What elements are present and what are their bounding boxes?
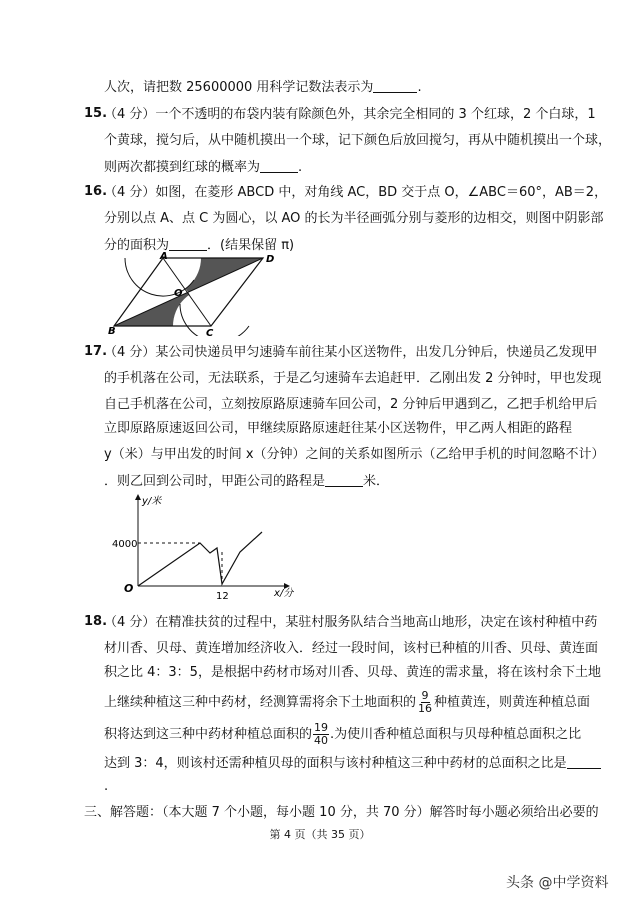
graph-line — [138, 532, 262, 586]
section-heading: 三、解答题：（本大题 7 个小题，每小题 10 分，共 70 分）解答时每小题必须给出必要的 — [84, 805, 599, 820]
text-line: 立即原路原速返回公司，甲继续原路原速赶往某小区送物件，甲乙两人相距的路程 — [104, 421, 573, 436]
y-tick-label: 4000 — [112, 539, 138, 550]
text-line: 达到 3：4，则该村还需种植贝母的面积与该村种植这三种中药材的总面积之比是 — [104, 754, 601, 773]
text-line: 分的面积为 ．(结果保留 π) — [104, 238, 295, 253]
text-line: ．则乙回到公司时，甲距公司的路程是 米． — [104, 474, 390, 489]
text-line: y（米）与甲出发的时间 x（分钟）之间的关系如图所示（乙给甲手机的时间忽略不计） — [104, 447, 605, 462]
label-a: A — [160, 251, 168, 262]
answer-blank — [169, 236, 207, 251]
text-line: 则两次都摸到红球的概率为 . — [104, 160, 303, 175]
text-line: 积之比 4：3：5，是根据中药材市场对川香、贝母、黄连的需求量，将在该村余下土地 — [104, 665, 601, 680]
text-line: 材川香、贝母、黄连增加经济收入．经过一段时间，该村已种植的川香、贝母、黄连面 — [104, 641, 599, 656]
text-line: 的手机落在公司，无法联系，于是乙匀速骑车去追赶甲．乙刚出发 2 分钟时，甲也发现 — [104, 371, 602, 386]
text-line: （4 分）在精准扶贫的过程中，某驻村服务队结合当地高山地形，决定在该村种植中药 — [104, 615, 598, 630]
fraction-9-16: $\frac{9}{16}$ — [418, 689, 433, 715]
label-o: O — [174, 288, 183, 299]
x-axis-label: x/分 — [274, 588, 294, 599]
x-tick-label: 12 — [216, 591, 229, 602]
y-axis-arrow — [135, 494, 141, 500]
text-line: 积将达到这三种中药材种植总面积的 $\frac{19}{40}$ .为使川香种植总面积与贝母种植总面积之比 — [104, 721, 582, 747]
text-line: 人次，请把数 25600000 用科学记数法表示为 . — [104, 80, 422, 95]
question-number: 18. — [84, 614, 108, 629]
answer-blank — [260, 158, 298, 173]
text-line: 个黄球，搅匀后，从中随机摸出一个球，记下颜色后放回搅匀，再从中随机摸出一个球， — [104, 133, 612, 148]
page-footer: 第 4 页（共 35 页） — [269, 828, 371, 841]
origin-label: O — [124, 582, 134, 595]
fraction-19-40: $\frac{19}{40}$ — [314, 721, 329, 747]
text-line: （4 分）如图，在菱形 ABCD 中，对角线 AC，BD 交于点 O，∠ABC＝60°，AB＝2， — [104, 185, 608, 200]
shaded-region — [114, 250, 263, 336]
rhombus-figure — [108, 250, 278, 336]
text-line: （4 分）一个不透明的布袋内装有除颜色外，其余完全相同的 3 个红球，2 个白球，1 — [104, 107, 596, 122]
question-number: 16. — [84, 184, 108, 199]
label-c: C — [206, 328, 214, 336]
distance-time-graph — [112, 492, 312, 604]
text-line: 分别以点 A、点 C 为圆心，以 AO 的长为半径画弧分别与菱形的边相交，则图中阴影部 — [104, 211, 604, 226]
question-number: 17. — [84, 344, 108, 359]
text-line: . — [104, 779, 109, 794]
answer-blank — [373, 78, 417, 93]
watermark: 头条 @中学资料 — [506, 875, 609, 891]
text-line: 自己手机落在公司，立刻按原路原速骑车回公司，2 分钟后甲遇到乙，乙把手机给甲后 — [104, 397, 598, 412]
answer-blank — [325, 472, 363, 487]
text-line: （4 分）某公司快递员甲匀速骑车前往某小区送物件，出发几分钟后，快递员乙发现甲 — [104, 345, 598, 360]
question-number: 15. — [84, 106, 108, 121]
label-b: B — [108, 326, 116, 336]
label-d: D — [266, 254, 275, 265]
answer-blank — [567, 754, 601, 769]
y-axis-label: y/米 — [142, 496, 162, 507]
text-line: 上继续种植这三种中药材，经测算需将余下土地面积的 $\frac{9}{16}$ 种植黄连，则黄连种植总面 — [104, 689, 591, 715]
